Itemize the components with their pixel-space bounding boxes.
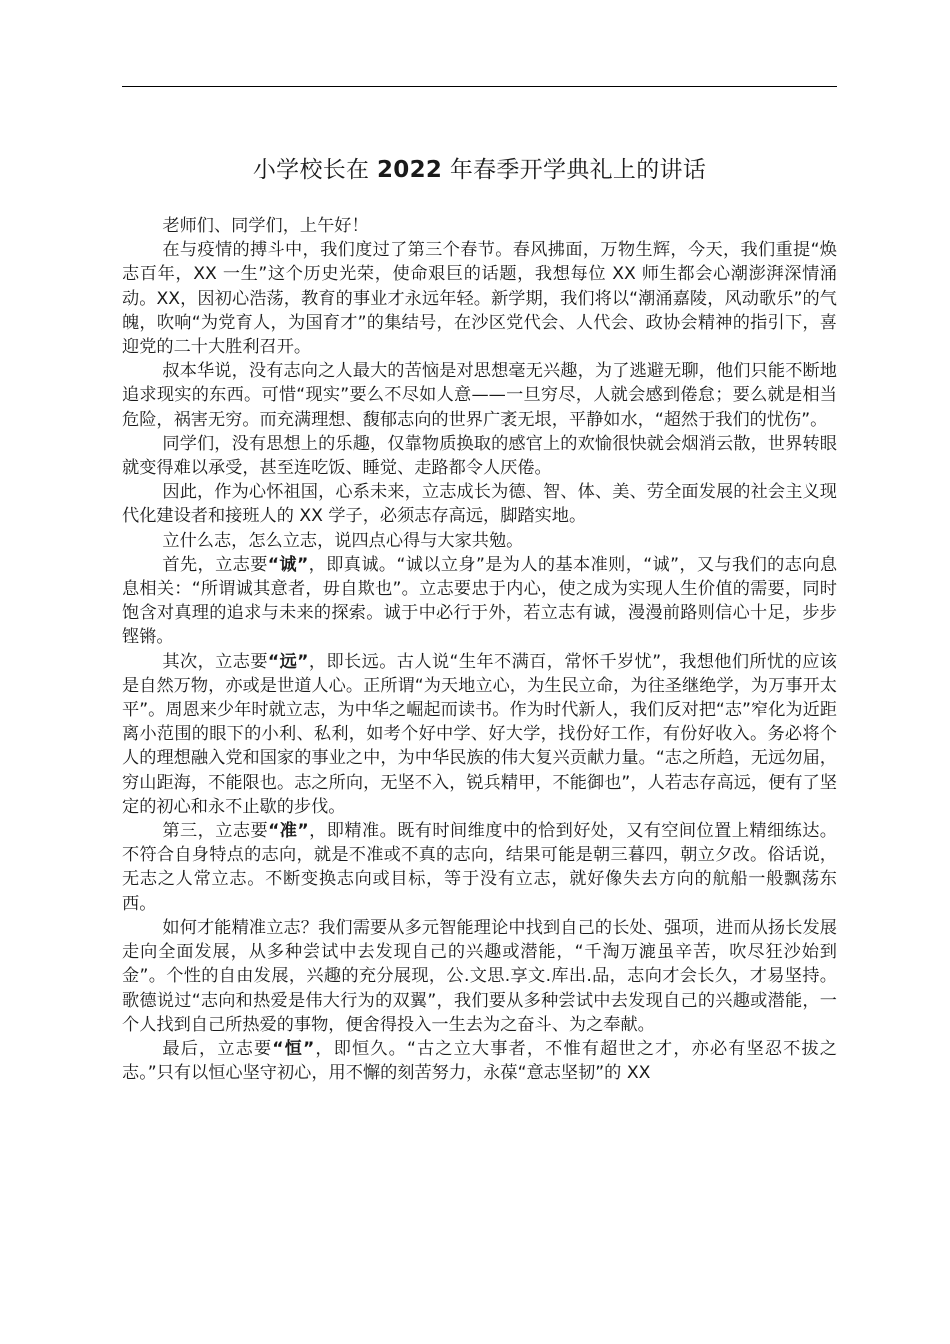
paragraph-persistence-body: ，即恒久。“古之立大事者，不惟有超世之才，亦必有坚忍不拔之志。”只有以恒心坚守初心，用不懈的刻苦努力，永葆“意志坚韧”的 XX [122, 1038, 837, 1084]
paragraph-precision [122, 819, 837, 916]
header-rule [122, 86, 837, 87]
paragraph-farsight-body: ，即长远。古人说“生年不满百，常怀千岁忧”，我想他们所忧的应该是自然万物，亦或是世道人心。正所谓“为天地立心，为生民立命，为往圣继绝学，为万事开太平”。周恩来少年时就立志，为中华之崛起而读书。作为时代新人，我们反对把“志”窄化为近距离小范围的眼下的小利、私利，如考个好中学、好大学，找份好工作，有份好收入。务必将个人的理想融入党和国家的事业之中，为中华民族的伟大复兴贡献力量。“志之所趋，无远勿届，穷山距海，不能限也。志之所向，无坚不入，锐兵精甲，不能御也”，人若志存高远，便有了坚定的初心和永不止歇的步伐。 [122, 651, 837, 817]
paragraph-sincerity [122, 553, 837, 650]
keyword-farsight: “远” [267, 651, 309, 672]
document-title [122, 152, 837, 188]
paragraph-persistence [122, 1037, 837, 1085]
paragraph-spring: 在与疫情的搏斗中，我们度过了第三个春节。春风拂面，万物生辉，今天，我们重提“焕志百年，XX 一生”这个历史光荣，使命艰巨的话题，我想每位 XX 师生都会心潮澎湃深情涌动。XX，因初心浩荡，教育的事业才永远年轻。新学期，我们将以“潮涌嘉陵，风动歌乐”的气魄，吹响“为党育人，为国育才”的集结号，在沙区党代会、人代会、政协会精神的指引下，喜迎党的二十大胜利召开。 [122, 240, 837, 358]
paragraph-four-points: 立什么志，怎么立志，说四点心得与大家共勉。 [162, 530, 524, 551]
paragraph-sincerity-body: ，即真诚。“诚以立身”是为人的基本准则，“诚”，又与我们的志向息息相关：“所谓诚其意者，毋自欺也”。立志要忠于内心，使之成为实现人生价值的需要，同时饱含对真理的追求与未来的探索。诚于中必行于外，若立志有诚，漫漫前路则信心十足，步步铿锵。 [122, 554, 838, 648]
paragraph-persistence-lead: 最后，立志要 [162, 1038, 273, 1059]
document-body [122, 214, 837, 1085]
keyword-precision: “准” [268, 821, 309, 842]
paragraph-farsight [122, 650, 837, 819]
paragraph-how-to: 如何才能精准立志？我们需要从多元智能理论中找到自己的长处、强项，进而从扬长发展走向全面发展，从多种尝试中去发现自己的兴趣或潜能，“千淘万漉虽辛苦，吹尽狂沙始到金”。个性的自由发展，兴趣的充分展现，公.文思.享文.库出.品，志向才会长久，才易坚持。歌德说过“志向和热爱是伟大行为的双翼”，我们要从多种尝试中去发现自己的兴趣或潜能，一个人找到自己所热爱的事物，便舍得投入一生去为之奋斗、为之奉献。 [122, 917, 837, 1035]
paragraph-schopenhauer: 叔本华说，没有志向之人最大的苦恼是对思想毫无兴趣，为了逃避无聊，他们只能不断地追求现实的东西。可惜“现实”要么不尽如人意——一旦穷尽，人就会感到倦怠；要么就是相当危险，祸害无穷。而充满理想、馥郁志向的世界广袤无垠，平静如水，“超然于我们的忧伤”。 [122, 361, 837, 430]
title-year: 2022 [376, 157, 443, 183]
paragraph-students: 同学们，没有思想上的乐趣，仅靠物质换取的感官上的欢愉很快就会烟消云散，世界转眼就变得难以承受，甚至连吃饭、睡觉、走路都令人厌倦。 [122, 433, 837, 479]
paragraph-farsight-lead: 其次，立志要 [162, 651, 268, 672]
keyword-sincerity: “诚” [267, 554, 309, 575]
paragraph-greeting: 老师们、同学们，上午好！ [162, 216, 369, 236]
title-suffix: 年春季开学典礼上的讲话 [442, 157, 707, 183]
paragraph-precision-lead: 第三，立志要 [162, 821, 269, 842]
keyword-persistence: “恒” [272, 1038, 315, 1059]
title-prefix: 小学校长在 [252, 157, 377, 183]
paragraph-precision-body: ，即精准。既有时间维度中的恰到好处，又有空间位置上精细练达。不符合自身特点的志向，就是不准或不真的志向，结果可能是朝三暮四，朝立夕改。俗话说，无志之人常立志。不断变换志向或目标，等于没有立志，就好像失去方向的航船一般飘荡东西。 [122, 821, 837, 914]
paragraph-therefore: 因此，作为心怀祖国，心系未来，立志成长为德、智、体、美、劳全面发展的社会主义现代化建设者和接班人的 XX 学子，必须志存高远，脚踏实地。 [122, 482, 837, 527]
paragraph-sincerity-lead: 首先，立志要 [162, 554, 268, 575]
